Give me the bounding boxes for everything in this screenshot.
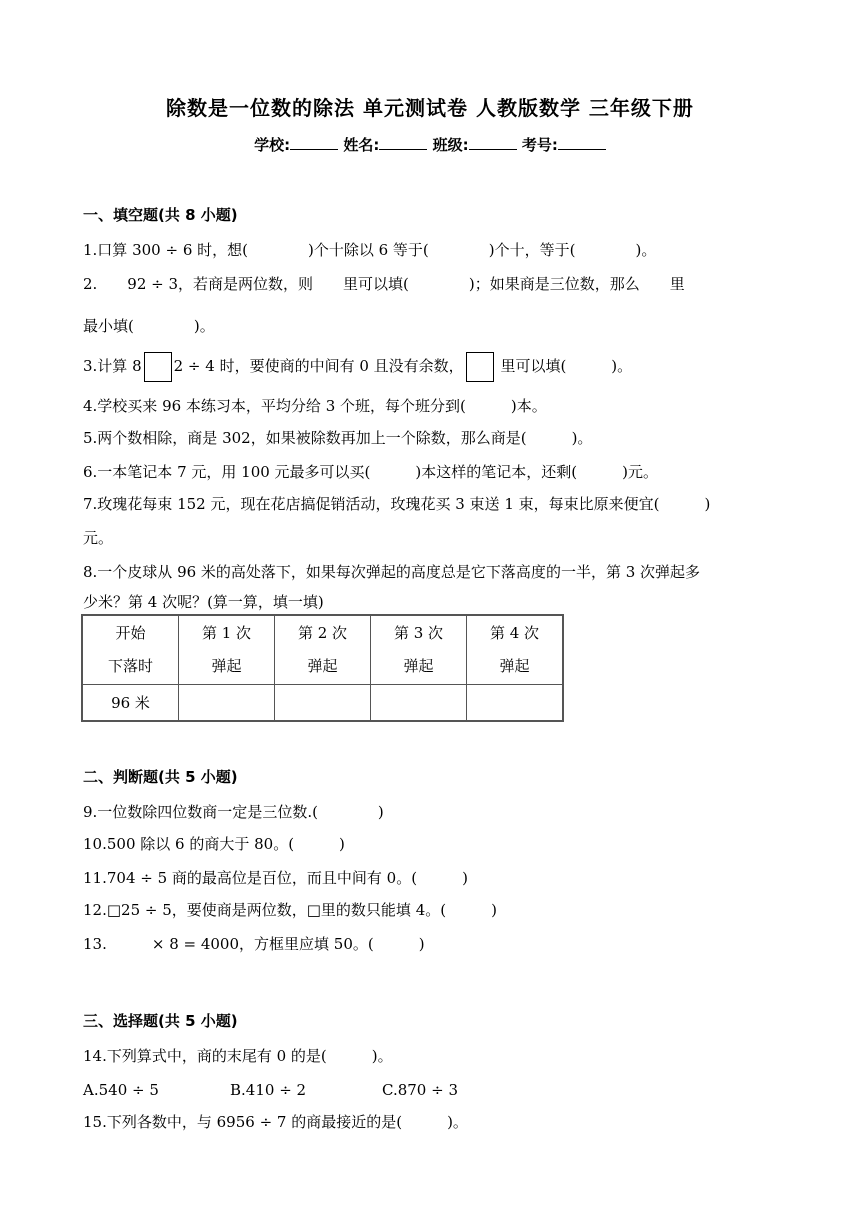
section-heading-multiple-choice: 三、选择题(共 5 小题) — [83, 1012, 238, 1030]
answer-cell[interactable] — [179, 685, 275, 722]
question-8-line-2: 少米？第 4 次呢？(算一算，填一填) — [83, 593, 324, 611]
option-c[interactable]: C.870 ÷ 3 — [382, 1081, 458, 1099]
school-blank[interactable] — [290, 135, 338, 150]
digit-box[interactable] — [144, 352, 172, 382]
question-14: 14.下列算式中，商的末尾有 0 的是( )。 — [83, 1047, 393, 1065]
question-7-line-1: 7.玫瑰花每束 152 元，现在花店搞促销活动，玫瑰花买 3 束送 1 束，每束比原来便宜( ) — [83, 495, 711, 513]
question-11: 11.704 ÷ 5 商的最高位是百位，而且中间有 0。( ) — [83, 869, 468, 887]
question-13: 13. × 8 = 4000，方框里应填 50。( ) — [83, 935, 425, 953]
section-heading-true-false: 二、判断题(共 5 小题) — [83, 768, 238, 786]
table-header-cell: 第 4 次 弹起 — [467, 615, 564, 685]
number-label: 考号: — [521, 136, 558, 154]
question-3-part-3: 里可以填( )。 — [500, 357, 633, 375]
digit-box[interactable] — [466, 352, 494, 382]
question-14-options — [83, 1080, 458, 1100]
table-cell: 96 米 — [82, 685, 179, 722]
question-8-line-1: 8.一个皮球从 96 米的高处落下，如果每次弹起的高度总是它下落高度的一半，第 3 次弹起多 — [83, 563, 701, 581]
bounce-table — [81, 614, 564, 722]
table-header-cell: 第 1 次 弹起 — [179, 615, 275, 685]
name-label: 姓名: — [343, 136, 380, 154]
question-7-line-2: 元。 — [83, 529, 114, 547]
page-title: 除数是一位数的除法 单元测试卷 人教版数学 三年级下册 — [166, 96, 694, 120]
table-row — [82, 685, 563, 722]
table-header-row — [82, 615, 563, 685]
question-2-line-2: 最小填( )。 — [83, 317, 215, 335]
question-6: 6.一本笔记本 7 元，用 100 元最多可以买( )本这样的笔记本，还剩( )元。 — [83, 463, 658, 481]
question-15: 15.下列各数中，与 6956 ÷ 7 的商最接近的是( )。 — [83, 1113, 468, 1131]
school-label: 学校: — [254, 136, 291, 154]
question-9: 9.一位数除四位数商一定是三位数.( ) — [83, 803, 384, 821]
class-blank[interactable] — [469, 135, 517, 150]
question-1: 1.口算 300 ÷ 6 时，想( )个十除以 6 等于( )个十，等于( )。 — [83, 241, 657, 259]
question-3-part-2: 2 ÷ 4 时，要使商的中间有 0 且没有余数， — [173, 357, 464, 375]
answer-cell[interactable] — [371, 685, 467, 722]
number-blank[interactable] — [558, 135, 606, 150]
table-header-cell: 第 2 次 弹起 — [275, 615, 371, 685]
question-4: 4.学校买来 96 本练习本，平均分给 3 个班，每个班分到( )本。 — [83, 397, 547, 415]
question-5: 5.两个数相除，商是 302，如果被除数再加上一个除数，那么商是( )。 — [83, 429, 593, 447]
option-b[interactable]: B.410 ÷ 2 — [230, 1081, 307, 1099]
question-12: 12.□25 ÷ 5，要使商是两位数，□里的数只能填 4。( ) — [83, 901, 497, 919]
question-3-part-1: 3.计算 8 — [83, 357, 142, 375]
section-heading-fill-blank: 一、填空题(共 8 小题) — [83, 206, 238, 224]
question-3 — [83, 352, 632, 382]
table-header-cell: 开始 下落时 — [82, 615, 179, 685]
class-label: 班级: — [432, 136, 469, 154]
question-2-line-1: 2. 92 ÷ 3，若商是两位数，则 里可以填( )；如果商是三位数，那么 里 — [83, 275, 685, 293]
question-10: 10.500 除以 6 的商大于 80。( ) — [83, 835, 345, 853]
answer-cell[interactable] — [467, 685, 564, 722]
table-header-cell: 第 3 次 弹起 — [371, 615, 467, 685]
name-blank[interactable] — [379, 135, 427, 150]
option-a[interactable]: A.540 ÷ 5 — [83, 1081, 159, 1099]
answer-cell[interactable] — [275, 685, 371, 722]
student-info-line — [0, 134, 860, 155]
